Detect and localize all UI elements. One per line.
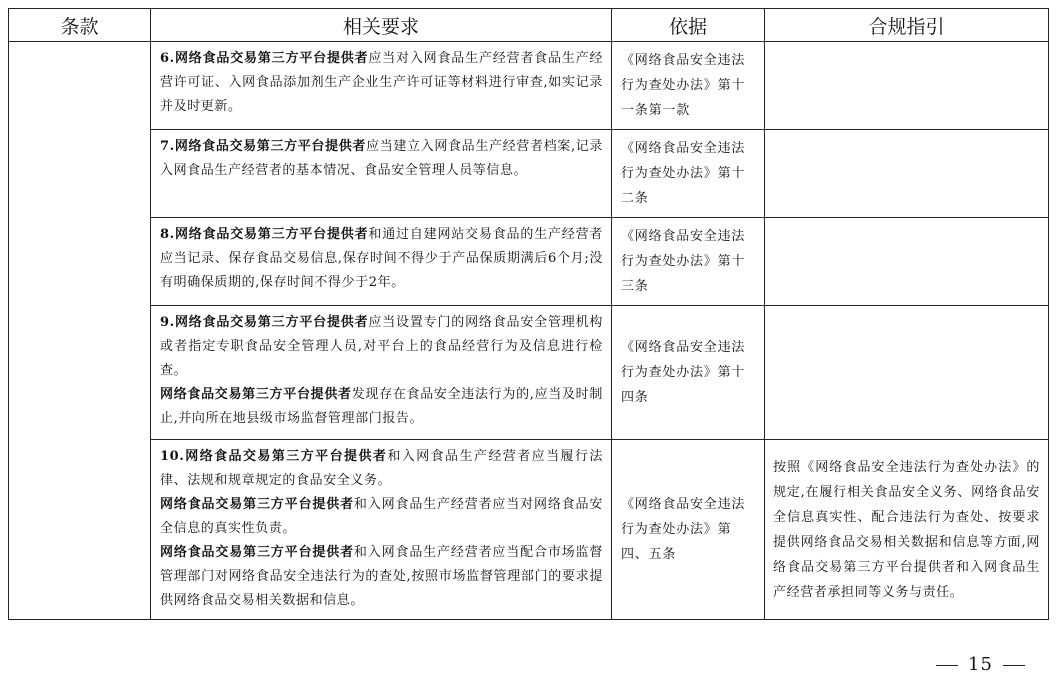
regulation-table: [8, 8, 1049, 620]
requirement-cell: [151, 440, 612, 620]
dash-left: [936, 665, 958, 666]
requirement-cell: [151, 130, 612, 218]
requirement-paragraph: [160, 47, 603, 119]
requirement-paragraph: [160, 223, 603, 295]
clause-cell: [9, 42, 151, 620]
table-header-row: [9, 9, 1049, 42]
subject-text: 网络食品交易第三方平台提供者: [160, 545, 354, 560]
subject-text: 网络食品交易第三方平台提供者: [184, 449, 388, 464]
subject-text: 网络食品交易第三方平台提供者: [174, 51, 369, 66]
requirement-paragraph: [160, 383, 603, 431]
requirement-text: 应当设置专门的网络食品安全管理机构或者指定专职食品安全管理人员,对平台上的食品经营行为及信息进行检查。: [160, 315, 604, 378]
subject-text: 网络食品交易第三方平台提供者: [160, 387, 352, 402]
table-row: [9, 130, 1049, 218]
requirement-cell: [151, 306, 612, 440]
table-row: [9, 306, 1049, 440]
requirement-paragraph: [160, 541, 603, 613]
subject-text: 网络食品交易第三方平台提供者: [160, 497, 354, 512]
requirement-text: 和入网食品生产经营者应当履行法律、法规和规章规定的食品安全义务。: [160, 449, 603, 488]
basis-cell: 《网络食品安全违法行为查处办法》第十三条: [612, 218, 765, 306]
guidance-cell: [765, 306, 1049, 440]
requirement-cell: [151, 218, 612, 306]
basis-cell: 《网络食品安全违法行为查处办法》第十二条: [612, 130, 765, 218]
subject-text: 网络食品交易第三方平台提供者: [174, 227, 369, 242]
item-number: 10.: [160, 449, 185, 464]
item-number: 9.: [160, 315, 175, 330]
subject-text: 网络食品交易第三方平台提供者: [174, 315, 369, 330]
table-row: [9, 440, 1049, 620]
requirement-text: 发现存在食品安全违法行为的,应当及时制止,并向所在地县级市场监督管理部门报告。: [160, 387, 603, 426]
guidance-cell: [765, 218, 1049, 306]
requirement-cell: [151, 42, 612, 130]
header-clause: 条款: [9, 9, 151, 42]
requirement-text: 和入网食品生产经营者应当对网络食品安全信息的真实性负责。: [160, 497, 603, 536]
requirement-text: 应当建立入网食品生产经营者档案,记录入网食品生产经营者的基本情况、食品安全管理人员等信息。: [160, 139, 603, 178]
header-basis: 依据: [612, 9, 765, 42]
page-footer: [926, 654, 1035, 675]
requirement-paragraph: [160, 445, 603, 493]
guidance-cell: [765, 130, 1049, 218]
requirement-paragraph: [160, 311, 603, 383]
header-requirement: 相关要求: [151, 9, 612, 42]
requirement-text: 应当对入网食品生产经营者食品生产经营许可证、入网食品添加剂生产企业生产许可证等材料进行审查,如实记录并及时更新。: [160, 51, 604, 114]
table-row: [9, 42, 1049, 130]
requirement-text: 和通过自建网站交易食品的生产经营者应当记录、保存食品交易信息,保存时间不得少于产品保质期满后6个月;没有明确保质期的,保存时间不得少于2年。: [160, 227, 604, 290]
requirement-text: 和入网食品生产经营者应当配合市场监督管理部门对网络食品安全违法行为的查处,按照市场监督管理部门的要求提供网络食品交易相关数据和信息。: [160, 545, 603, 608]
dash-right: [1003, 665, 1025, 666]
basis-cell: 《网络食品安全违法行为查处办法》第十一条第一款: [612, 42, 765, 130]
table-row: [9, 218, 1049, 306]
requirement-paragraph: [160, 493, 603, 541]
item-number: 8.: [160, 227, 175, 242]
header-guidance: 合规指引: [765, 9, 1049, 42]
basis-cell: 《网络食品安全违法行为查处办法》第十四条: [612, 306, 765, 440]
item-number: 7.: [160, 139, 175, 154]
guidance-cell: [765, 42, 1049, 130]
page-number: 15: [968, 654, 993, 675]
subject-text: 网络食品交易第三方平台提供者: [174, 139, 367, 154]
basis-cell: 《网络食品安全违法行为查处办法》第四、五条: [612, 440, 765, 620]
guidance-cell: 按照《网络食品安全违法行为查处办法》的规定,在履行相关食品安全义务、网络食品安全信息真实性、配合违法行为查处、按要求提供网络食品交易相关数据和信息等方面,网络食品交易第三方平台提供者和入网食品生产经营者承担同等义务与责任。: [765, 440, 1049, 620]
requirement-paragraph: [160, 135, 603, 183]
item-number: 6.: [160, 51, 175, 66]
